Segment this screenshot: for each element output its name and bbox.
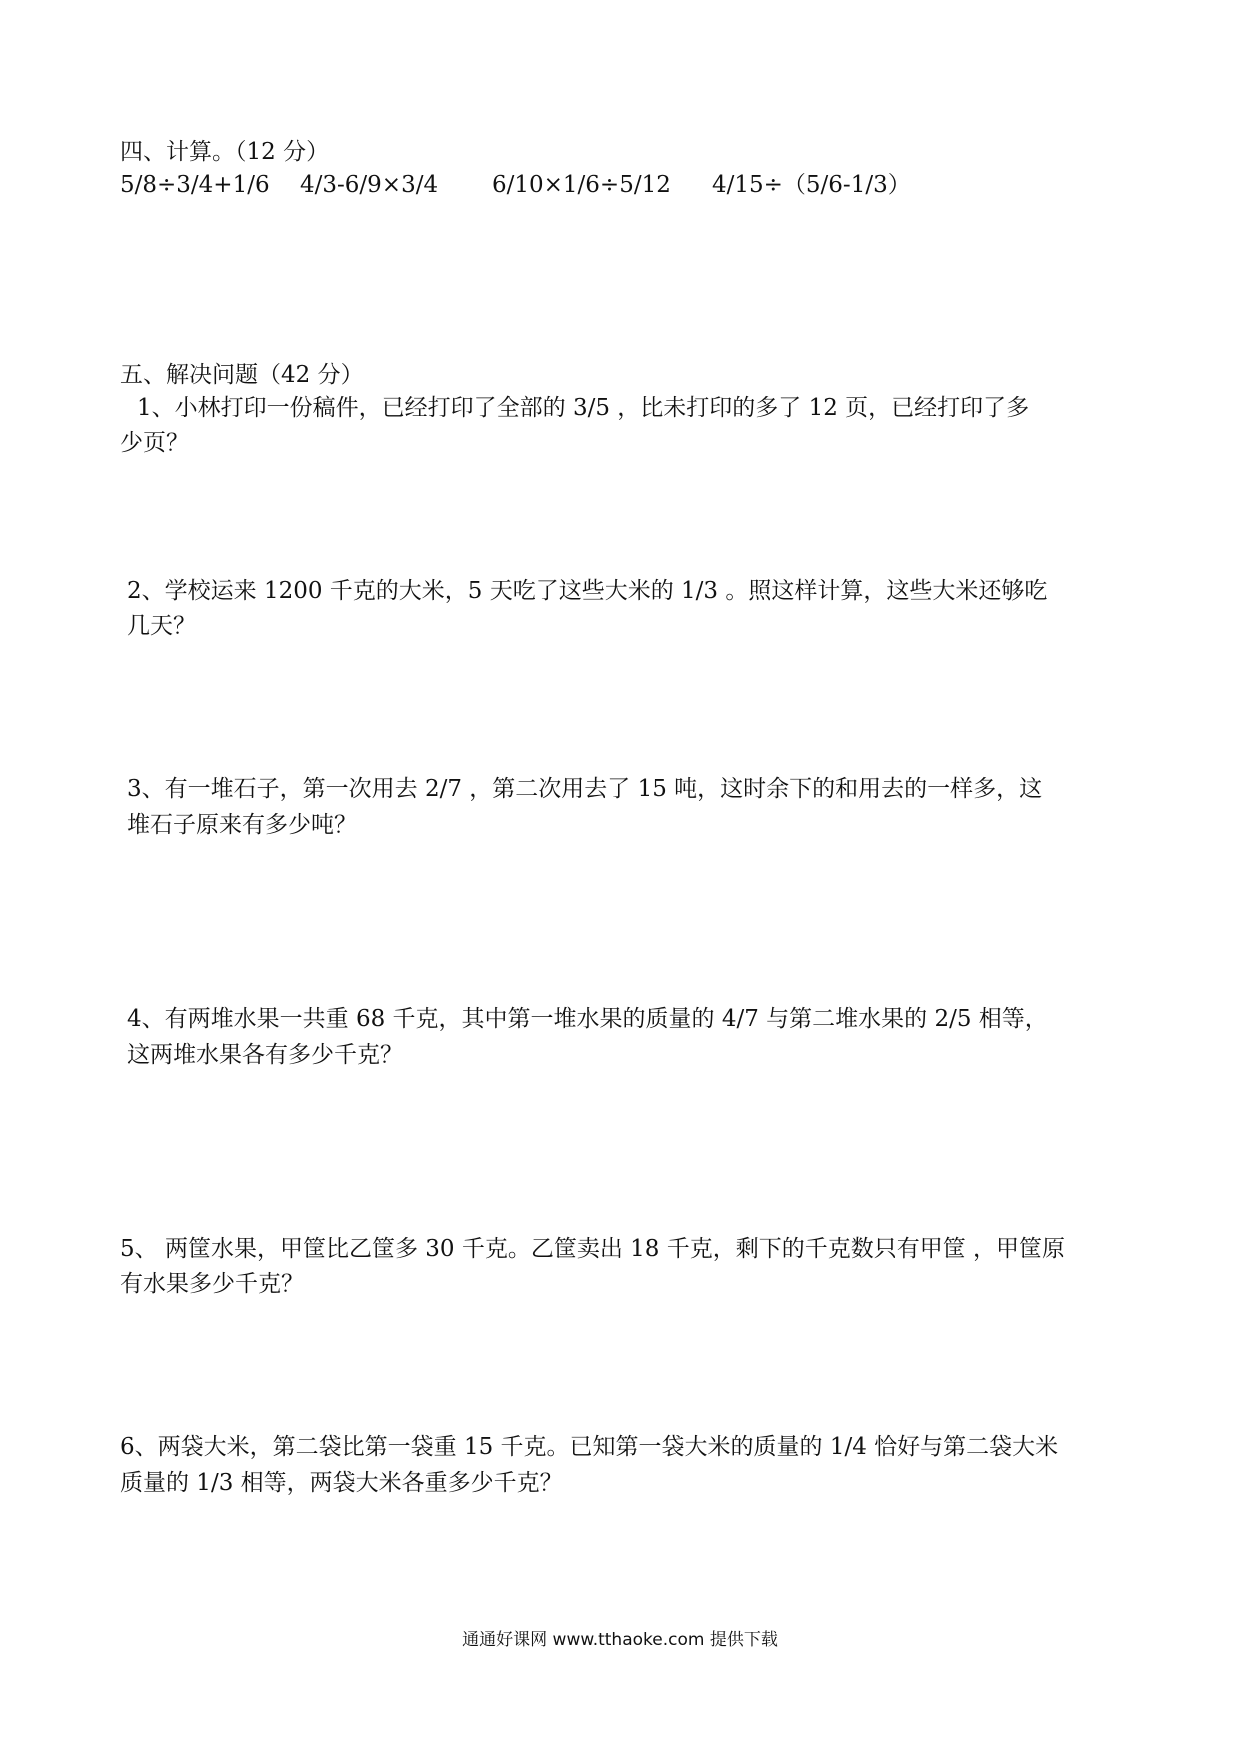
problem-3-line-2: 堆石子原来有多少吨？: [127, 812, 357, 838]
problem-4-line-2: 这两堆水果各有多少千克？: [127, 1042, 403, 1068]
problem-6-line-2: 质量的 1/3 相等，两袋大米各重多少千克？: [120, 1470, 563, 1496]
page-footer: 通通好课网 www.tthaoke.com 提供下载: [462, 1630, 778, 1650]
problem-3-line-1: 3、有一堆石子，第一次用去 2/7 ，第二次用去了 15 吨，这时余下的和用去的一样多，这: [127, 776, 1043, 802]
calc-expression-3: 6/10×1/6÷5/12: [492, 172, 671, 198]
problem-4-line-1: 4、有两堆水果一共重 68 千克，其中第一堆水果的质量的 4/7 与第二堆水果的 2/5 相等，: [127, 1006, 1048, 1032]
problem-1-line-2: 少页？: [120, 430, 189, 456]
calc-expression-4: 4/15÷（5/6-1/3）: [712, 172, 911, 198]
section-4-heading: 四、计算。（12 分）: [120, 139, 330, 165]
calc-expression-1: 5/8÷3/4+1/6: [120, 172, 270, 198]
section-5-heading: 五、解决问题（42 分）: [120, 362, 364, 388]
problem-1-line-1: 1、小林打印一份稿件，已经打印了全部的 3/5 ，比未打印的多了 12 页，已经打印了多: [137, 395, 1030, 421]
calc-expression-2: 4/3-6/9×3/4: [300, 172, 439, 198]
problem-2-line-1: 2、学校运来 1200 千克的大米，5 天吃了这些大米的 1/3 。照这样计算，这些大米还够吃: [127, 578, 1048, 604]
problem-6-line-1: 6、两袋大米，第二袋比第一袋重 15 千克。已知第一袋大米的质量的 1/4 恰好与第二袋大米: [120, 1434, 1059, 1460]
problem-5-line-2: 有水果多少千克？: [120, 1271, 304, 1297]
problem-2-line-2: 几天？: [127, 613, 196, 639]
problem-5-line-1: 5、 两筐水果，甲筐比乙筐多 30 千克。乙筐卖出 18 千克，剩下的千克数只有甲筐 ，甲筐原: [120, 1236, 1066, 1262]
